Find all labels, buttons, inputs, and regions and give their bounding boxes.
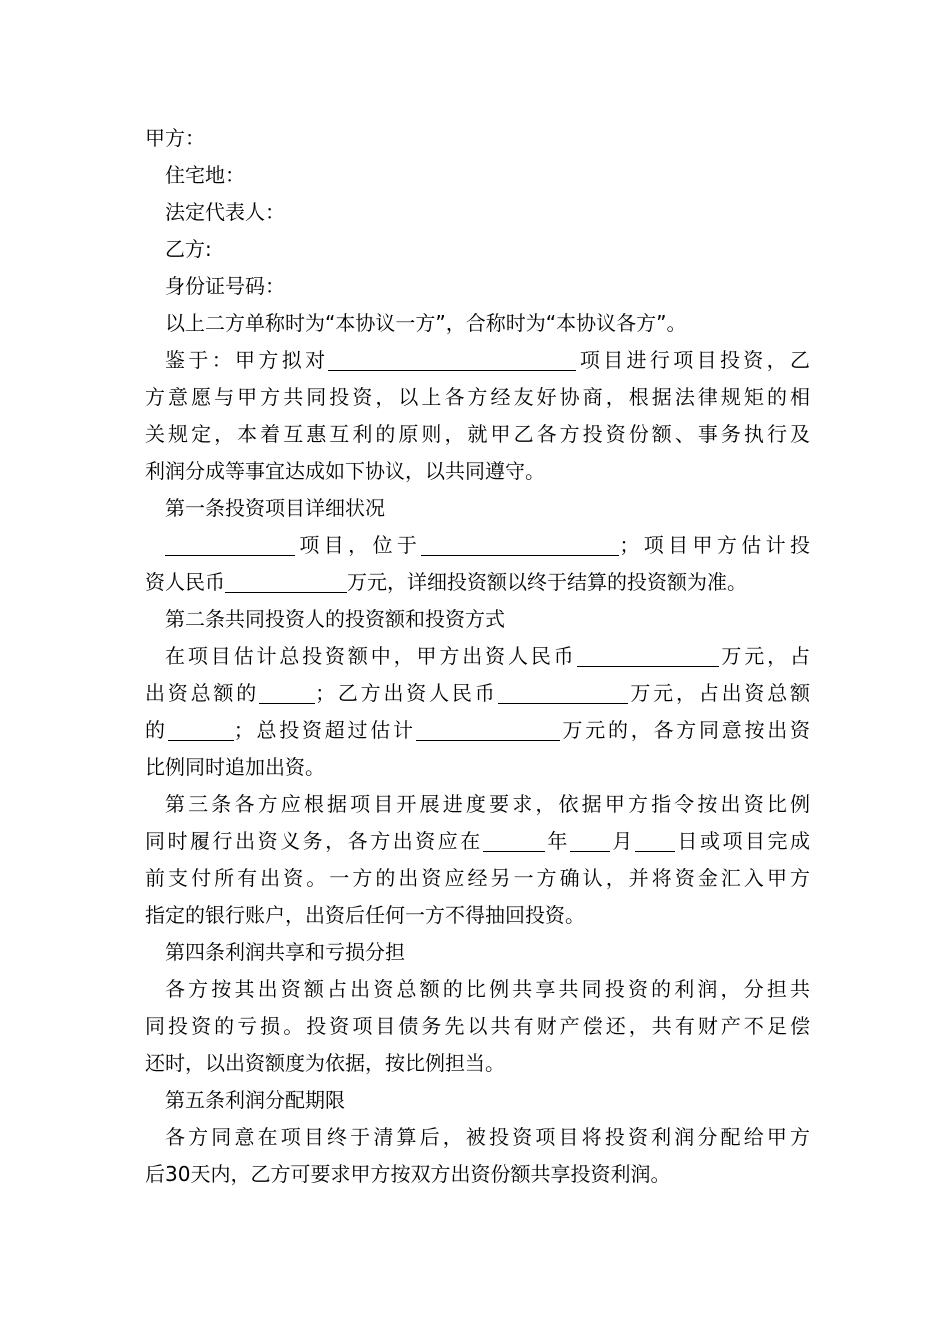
article-3-line-3: 前支付所有出资。一方的出资应经另一方确认，并将资金汇入甲方 (145, 866, 810, 890)
article-5-heading: 第五条利润分配期限 (165, 1088, 345, 1112)
article-1-line-1: 项目，位于 ；项目甲方估计投 (145, 527, 810, 564)
article-2-line-2: 出资总额的 ；乙方出资人民币 万元，占出资总额 (145, 681, 810, 705)
article-4-line-2: 同投资的亏损。投资项目债务先以共有财产偿还，共有财产不足偿 (145, 1014, 810, 1038)
article-3-line-2: 同时履行出资义务，各方出资应在 年 月 日或项目完成 (145, 829, 810, 853)
excess-amount-blank (416, 720, 560, 741)
party-a-ratio-blank (259, 683, 315, 704)
project-name-blank (328, 350, 576, 371)
month-blank (570, 831, 610, 852)
article-1-heading: 第一条投资项目详细状况 (165, 496, 385, 520)
location-blank (421, 535, 619, 556)
article-2-line-1: 在项目估计总投资额中，甲方出资人民币 万元，占 (165, 644, 810, 668)
article-2-line-4: 比例同时追加出资。 (145, 755, 325, 779)
recital-line-1: 鉴于：甲方拟对 项目进行项目投资，乙 (165, 348, 810, 372)
project-blank (165, 535, 295, 556)
party-b-label: 乙方: (165, 237, 212, 261)
article-5-line-1: 各方同意在项目终于清算后，被投资项目将投资利润分配给甲方 (165, 1125, 810, 1149)
article-5-line-2: 后30天内，乙方可要求甲方按双方出资份额共享投资利润。 (145, 1162, 671, 1186)
party-a-address-label: 住宅地： (165, 163, 245, 187)
article-4-heading: 第四条利润共享和亏损分担 (165, 940, 405, 964)
day-blank (635, 831, 675, 852)
party-a-amount-blank (577, 646, 719, 667)
recital-line-4: 利润分成等事宜达成如下协议，以共同遵守。 (145, 459, 545, 483)
article-4-line-3: 还时，以出资额度为依据，按比例担当。 (145, 1051, 505, 1075)
agreement-text (145, 120, 810, 1193)
article-4-line-1: 各方按其出资额占出资总额的比例共享共同投资的利润，分担共 (165, 977, 810, 1001)
recital-line-3: 关规定，本着互惠互利的原则，就甲乙各方投资份额、事务执行及 (145, 422, 810, 446)
party-a-label: 甲方： (145, 126, 205, 150)
article-2-line-3: 的 ；总投资超过估计 万元的，各方同意按出资 (145, 718, 810, 742)
party-a-legal-rep-label: 法定代表人： (165, 200, 285, 224)
recital-line-2: 方意愿与甲方共同投资，以上各方经友好协商，根据法律规矩的相 (145, 385, 810, 409)
party-naming-clause: 以上二方单称时为“本协议一方”，合称时为“本协议各方”。 (165, 311, 687, 335)
article-3-line-1: 第三条各方应根据项目开展进度要求，依据甲方指令按出资比例 (165, 792, 810, 816)
year-blank (483, 831, 545, 852)
party-b-id-label: 身份证号码： (165, 274, 285, 298)
article-2-heading: 第二条共同投资人的投资额和投资方式 (165, 607, 505, 631)
article-3-line-4: 指定的银行账户，出资后任何一方不得抽回投资。 (145, 903, 585, 927)
article-1-line-2: 资人民币 万元，详细投资额以终于结算的投资额为准。 (145, 570, 747, 594)
party-b-ratio-blank (168, 720, 234, 741)
party-b-amount-blank (498, 683, 628, 704)
estimated-investment-blank (225, 572, 347, 593)
